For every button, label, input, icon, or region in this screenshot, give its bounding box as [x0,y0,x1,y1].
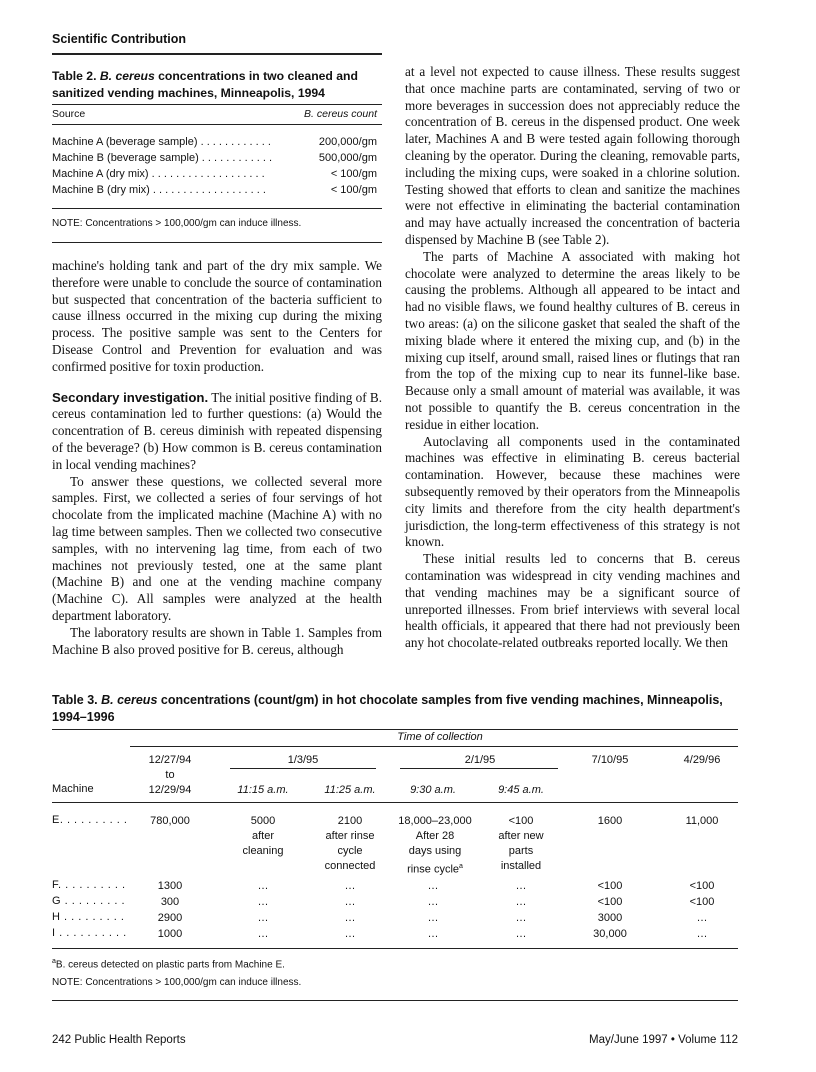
table2-body [52,136,377,206]
table3-date-3: 2/1/95 [464,754,496,766]
table3-cell: 780,000 [150,815,190,827]
table3-time-2a: 11:15 a.m. [237,784,289,796]
column-2-text [405,64,740,652]
paragraph: To answer these questions, we collected several more samples. First, we collected a series of four servings of hot chocolate from the implicated machine (Machine A) with no lag time between samples. Then we collected two consecutive samples, with no intervening lag time, from each of two machines not previously tested, one at the same plant (Machine B) and one at the vending machine company (Machine C). All samples were analyzed at the health department laboratory. [52,473,382,623]
table2-col-source: Source [52,108,86,120]
paragraph: Autoclaving all components used in the contaminated machines was effective in eliminating B. cereus bacterial contamination. However, because these machines were subsequently removed by their operators from the Minneapolis city limits and therefore from the city health department's jurisdiction, the long-term effectiveness of this strategy is not known. [405,433,740,550]
paragraph: machine's holding tank and part of the dry mix sample. We therefore were unable to conclude the source of contamination but suspected that concentration of the bacteria sufficient to cause illness occurred in the mixing cup during the mixing process. The positive sample was sent to the Centers for Disease Control and Prevention for evaluation and was confirmed positive for toxin production. [52,258,382,374]
section-header: Scientific Contribution [52,32,187,46]
table3-time-3b: 9:45 a.m. [498,784,544,796]
table3-cell: <100 after new parts installed [498,815,544,872]
table3-span-rule [130,746,738,747]
paragraph: These initial results led to concerns that B. cereus contamination was widespread in city vending machines and that vending machines may be a significant source of unreported illnesses. From brief interviews with several local health officials, it appeared that there had not previously been any hot chocolate-related outbreaks reported locally. We then [405,551,740,651]
table3-cell: 5000 after cleaning [242,815,284,857]
table3-cell: 11,000 [685,815,719,827]
table2-note: NOTE: Concentrations > 100,000/gm can induce illness. [52,218,302,229]
table3-cell: 18,000–23,000 After 28 days using rinse cycle$^a$ [398,815,472,876]
table3-note: NOTE: Concentrations > 100,000/gm can induce illness. [52,977,302,988]
column-1-text [52,258,382,658]
table3-date-4: 7/10/95 [591,754,629,766]
table-row: Machine A (beverage sample) . . . . . . . . . . . . 200,000/gm [52,136,377,148]
table3-cell: 2100 after rinse cycle connected [324,815,376,872]
table3-date-1c: 12/29/94 [148,784,192,796]
paragraph: The laboratory results are shown in Table 1. Samples from Machine B also proved positive for B. cereus, although [52,624,382,657]
table2-header [52,108,377,128]
table-row: Machine B (dry mix) . . . . . . . . . . . . . . . . . . . < 100/gm [52,184,377,196]
table3-machine-header: Machine [52,783,94,795]
table3-date-5: 4/29/96 [683,754,721,766]
table3-top-rule [52,729,738,730]
paragraph: at a level not expected to cause illness. These results suggest that once machine parts are contaminated, serving of two or more beverages in succession does not appreciably reduce the concentration of B. cereus in the dispensed product. One week later, Machines A and B were tested again following thorough cleaning by the operator. During the cleaning, removable parts, including the mixing cups, were soaked in a chlorine solution. Testing showed that efforts to clean and sanitize the machines were not effective in eliminating the bacterial contamination and may have actually increased the concentration of bacteria dispensed by Machine B (see Table 2). [405,64,740,247]
table3-time-of-collection: Time of collection [397,731,483,743]
table3-date-2-rule [230,768,376,769]
table3-date-3-rule [400,768,558,769]
table3-date-1a: 12/27/94 [148,754,192,766]
table3-date-2: 1/3/95 [287,754,319,766]
table-row: Machine A (dry mix) . . . . . . . . . . . . . . . . . . . < 100/gm [52,168,377,180]
paragraph: The parts of Machine A associated with making hot chocolate were analyzed to determine the areas likely to be causing the problems. Although all appeared to be intact and had no visible flaws, we found healthy cultures of B. cereus in two areas: (a) on the silicone gasket that sealed the shaft of the mixing blade where it entered the mixing cup, and (b) in the mixing cup itself, around small, raised lines or flutings that ran from the top of the mixing cup to near its funnel-like base. Because only a small amount of material was available, it was not possible to quantify the B. cereus concentration in the residue in either location. [405,248,740,432]
footer-right: May/June 1997 • Volume 112 [589,1034,738,1046]
table3-bottom-rule [52,948,738,949]
table2-end-rule [52,242,382,243]
table2-title: Table 2. B. cereus concentrations in two cleaned and sanitized vending machines, Minneapolis, 1994 [52,69,358,100]
header-rule [52,53,382,55]
table3-row-e-label: E. . . . . . . . . . [52,814,128,826]
table3-footnote: $^a$B. cereus detected on plastic parts from Machine E. [52,958,285,971]
table3: Time of collection 12/27/94 to 12/29/94 1/3/95 11:15 a.m. 11:25 a.m. 2/1/95 9:30 a.m. 9:45 a.m. 7/10/95 4/29/96 Machine E. . . . . . . . . . 780,000 5000 after cleaning 2100 after rinse cycle connected 18,000–23,000 After 28 days using rinse cycle$^a$ <100 after new parts installed 1600 11,000 F. . . . . . . . . . 1300 … … … … <100 <100 G . . . . . . . . . 300 … … … … <100 <100 H . . . . . . . . . 2900 … … … … 3000 … I . . . . . . . . . . 1000 … … … … 30,000 … $^a$B. cereus detected on plastic parts from Machine E. NOTE: Concentrations > 100,000/gm can induce illness. [0,0,816,1072]
table2-top-rule [52,104,382,105]
table3-end-rule [52,1000,738,1001]
paragraph: Secondary investigation. The initial positive finding of B. cereus contamination led to further questions: (a) Would the concentration of B. cereus diminish with repeated dispensing of the beverage? (b) How common is B. cereus contamination in local vending machines? [52,389,383,472]
table3-date-1b: to [165,769,175,781]
footer-left: 242 Public Health Reports [52,1034,186,1046]
table2-header-rule [52,124,382,125]
table3-title: Table 3. B. cereus concentrations (count/gm) in hot chocolate samples from five vending machines, Minneapolis, 1994–1996 [52,693,723,724]
table3-cell: 1600 [597,815,623,827]
table2-col-count: B. cereus count [304,108,377,120]
table-row: Machine B (beverage sample) . . . . . . . . . . . . 500,000/gm [52,152,377,164]
table2-bottom-rule [52,208,382,209]
table3-time-2b: 11:25 a.m. [324,784,376,796]
table3-time-3a: 9:30 a.m. [410,784,456,796]
table3-header-rule [52,802,738,803]
